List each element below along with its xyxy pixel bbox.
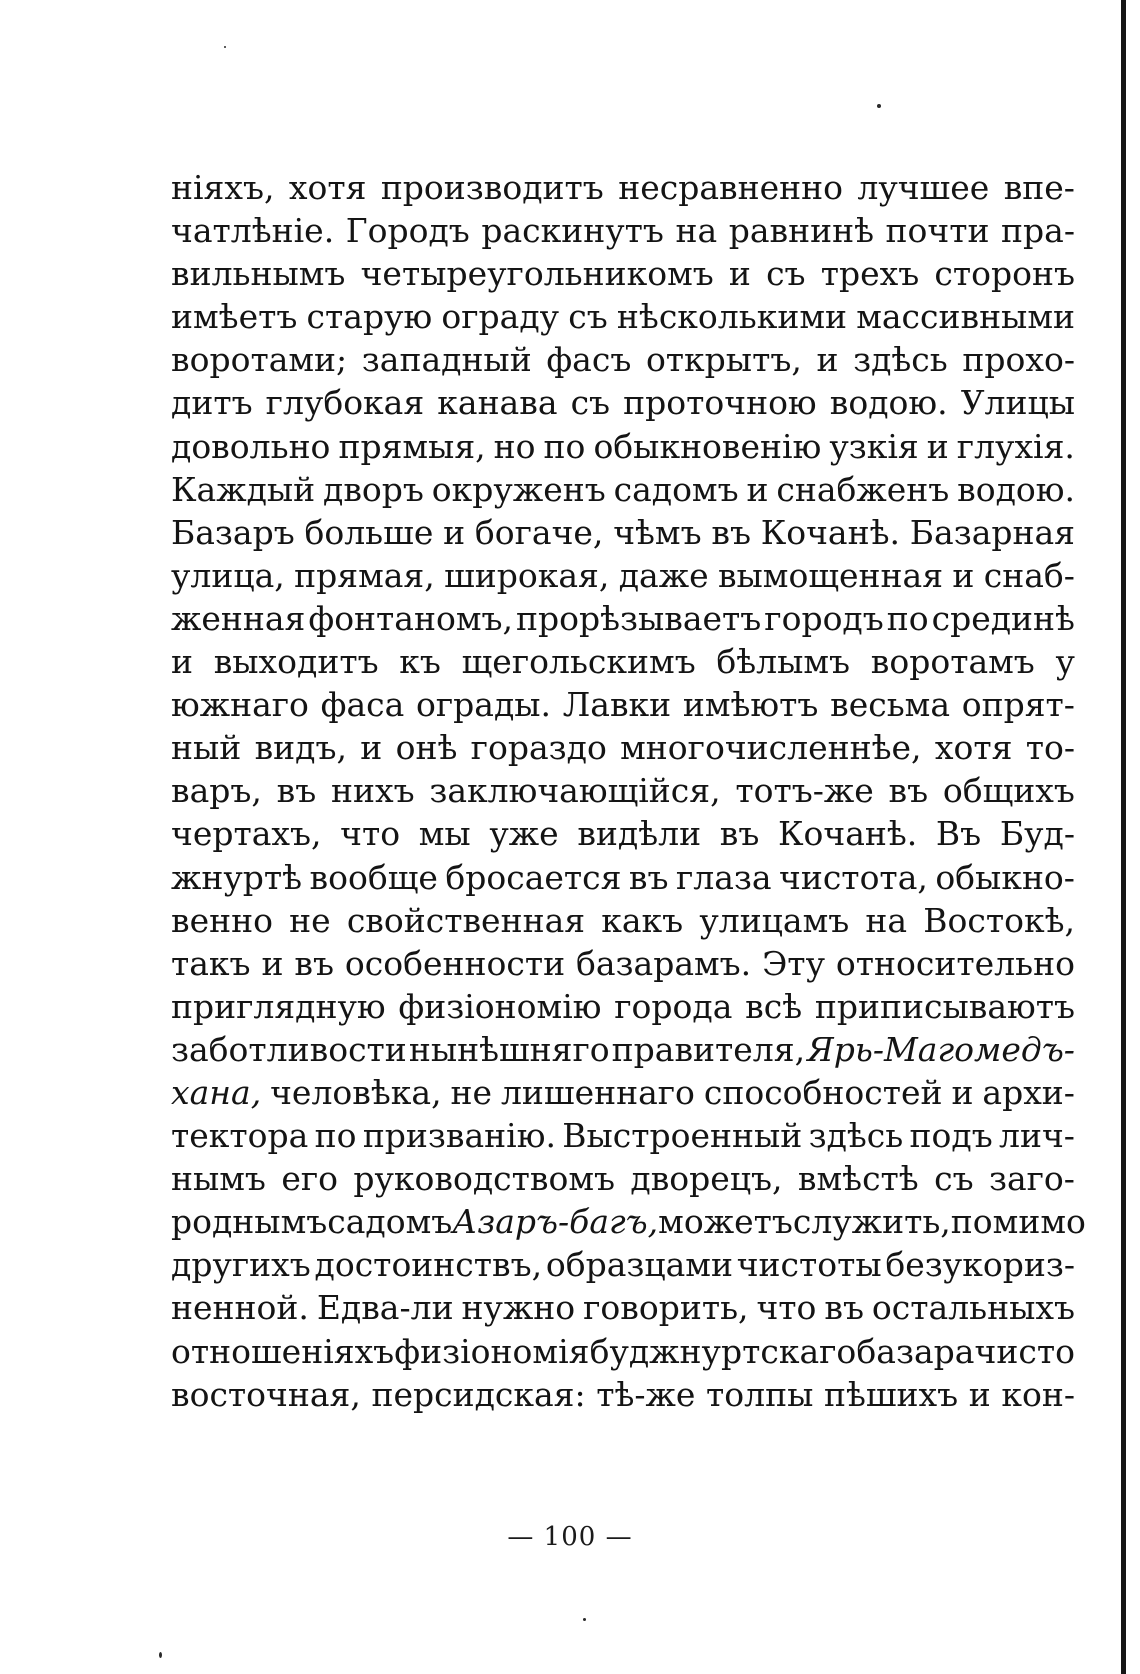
word: раскинутъ [481, 211, 664, 251]
word: вильнымъ [171, 254, 346, 294]
word: обыкновенію [593, 426, 822, 466]
word: съ [570, 383, 611, 423]
word: видѣли [577, 814, 702, 854]
text-line [171, 1114, 1075, 1157]
word: Кочанѣ. [777, 814, 918, 854]
word: къ [399, 642, 441, 682]
word: открытъ, [645, 340, 802, 380]
word: по [886, 598, 929, 638]
word: не [450, 1072, 493, 1112]
word: снаб- [983, 555, 1075, 595]
word: человѣка, [270, 1072, 442, 1112]
word: почти [885, 211, 990, 251]
text-line [171, 899, 1075, 942]
word: физіономію [398, 986, 602, 1026]
word: сторонъ [934, 254, 1075, 294]
word: тѣ-же [596, 1374, 696, 1414]
word: садомъ [613, 469, 739, 509]
dust-speck [877, 104, 881, 108]
word: четыреугольникомъ [360, 254, 714, 294]
word: опрят- [961, 685, 1075, 725]
text-line [171, 812, 1075, 855]
word: больше [304, 512, 434, 552]
dust-speck [224, 46, 226, 48]
word: Востокѣ, [923, 900, 1075, 940]
word: что [756, 1288, 817, 1328]
word: Городъ [345, 211, 470, 251]
word: канава [437, 383, 558, 423]
word: въ [294, 943, 334, 983]
word: довольно [171, 426, 331, 466]
word: тектора [171, 1116, 309, 1156]
word: окруженъ [431, 469, 606, 509]
word: глубокая [265, 383, 425, 423]
word: хотя [934, 728, 1013, 768]
text-line [171, 683, 1075, 726]
word: приписываютъ [814, 986, 1075, 1026]
word: женная [171, 598, 306, 638]
word: въ [719, 814, 760, 854]
word: толпы [706, 1374, 814, 1414]
word: обыкно- [935, 857, 1075, 897]
word: дитъ [171, 383, 253, 423]
word: правителя, [611, 1029, 806, 1069]
text-line [171, 468, 1075, 511]
text-line [171, 769, 1075, 812]
word: достоинствъ, [314, 1245, 543, 1285]
word: срединѣ [931, 598, 1075, 638]
text-line [171, 1373, 1075, 1416]
word: въ [711, 512, 751, 552]
word: съ [934, 1159, 974, 1199]
word: и [171, 642, 193, 682]
word: чистота, [779, 857, 928, 897]
text-line [171, 1200, 1086, 1243]
text-line [171, 381, 1075, 424]
word: многочисленнѣе, [620, 728, 922, 768]
text-line [171, 1028, 1075, 1071]
word: безукориз- [885, 1245, 1075, 1285]
dust-speck [159, 1652, 162, 1658]
word: всѣ [745, 986, 803, 1026]
word: по [543, 426, 586, 466]
word: свойственная [346, 900, 586, 940]
word: лич- [999, 1116, 1075, 1156]
word: глаза [675, 857, 772, 897]
word: дворецъ, [630, 1159, 783, 1199]
word: хотя [288, 168, 367, 207]
word: щегольскимъ [461, 642, 696, 682]
text-line [171, 856, 1075, 899]
word: но [493, 426, 536, 466]
word: не [289, 900, 331, 940]
word: богаче, [474, 512, 604, 552]
word: физіономія [394, 1331, 590, 1371]
word: лучшее [857, 168, 990, 207]
text-line [171, 554, 1075, 597]
word: мы [418, 814, 471, 854]
word: массивными [856, 297, 1075, 337]
word: заго- [988, 1159, 1075, 1199]
word: остальныхъ [871, 1288, 1075, 1328]
word: хана, [171, 1072, 262, 1112]
word: относительно [835, 943, 1075, 983]
text-line [171, 338, 1075, 381]
text-line [171, 985, 1075, 1028]
text-line [171, 511, 1075, 554]
word: и [816, 340, 839, 380]
word: персидская: [371, 1374, 586, 1414]
word: чистоты [736, 1245, 882, 1285]
word: базарамъ. [575, 943, 752, 983]
word: Буд- [999, 814, 1075, 854]
word: и [952, 555, 975, 595]
word: трехъ [820, 254, 920, 294]
text-line [171, 295, 1075, 338]
word: прохо- [962, 340, 1075, 380]
word: выходитъ [213, 642, 379, 682]
word: южнаго [171, 685, 309, 725]
word: служить, [792, 1202, 951, 1242]
word: пѣшихъ [823, 1374, 959, 1414]
word: имѣетъ [171, 297, 298, 337]
word: тотъ-же [735, 771, 874, 811]
word: его [281, 1159, 338, 1199]
word: архи- [982, 1072, 1075, 1112]
word: вымощенная [717, 555, 944, 595]
word: глухія. [956, 426, 1075, 466]
word: прорѣзываетъ [515, 598, 762, 638]
word: Едва-ли [316, 1288, 454, 1328]
word: западный [361, 340, 532, 380]
word: гораздо [470, 728, 607, 768]
word: способностей [703, 1072, 943, 1112]
word: особенности [344, 943, 566, 983]
word: старую [306, 297, 433, 337]
word: Азаръ-багъ, [452, 1202, 659, 1242]
word: Ярь-Магомедъ- [807, 1029, 1075, 1069]
body-text [171, 166, 1086, 1416]
word: весьма [830, 685, 951, 725]
word: восточная, [171, 1374, 361, 1414]
word: ограду [441, 297, 560, 337]
word: водою. [957, 469, 1075, 509]
word: ніяхъ, [171, 168, 275, 207]
word: лишеннаго [500, 1072, 695, 1112]
word: у [1055, 642, 1075, 682]
word: ный [171, 728, 242, 768]
word: руководствомъ [353, 1159, 616, 1199]
word: фаса [320, 685, 405, 725]
word: онѣ [395, 728, 458, 768]
word: общихъ [942, 771, 1075, 811]
word: въ [276, 771, 317, 811]
word: нихъ [330, 771, 415, 811]
word: видъ, [254, 728, 347, 768]
word: жнуртѣ [171, 857, 303, 897]
word: на [675, 211, 718, 251]
word: и [443, 512, 466, 552]
dust-speck [583, 1618, 586, 1621]
text-line [171, 1071, 1075, 1114]
word: бѣлымъ [716, 642, 851, 682]
word: съ [766, 254, 806, 294]
word: базара [856, 1331, 975, 1371]
word: водою. [829, 383, 948, 423]
word: Выстроенный [562, 1116, 803, 1156]
word: фонтаномъ, [308, 598, 513, 638]
word: Въ [935, 814, 982, 854]
word: улицамъ [699, 900, 850, 940]
word: чѣмъ [613, 512, 702, 552]
word: снабженъ [776, 469, 950, 509]
word: бросается [445, 857, 622, 897]
word: подъ [909, 1116, 993, 1156]
word: чисто [974, 1331, 1075, 1371]
word: Эту [762, 943, 825, 983]
word: воротами; [171, 340, 348, 380]
word: заботливости [171, 1029, 407, 1069]
word: венно [171, 900, 273, 940]
text-line [171, 1330, 1075, 1373]
word: ограды. [416, 685, 552, 725]
text-line [171, 252, 1075, 295]
word: воротамъ [870, 642, 1035, 682]
word: прямыя, [338, 426, 486, 466]
word: нымъ [171, 1159, 266, 1199]
word: такъ [171, 943, 251, 983]
word: Кочанѣ. [760, 512, 900, 552]
word: дворъ [323, 469, 424, 509]
text-line [171, 726, 1075, 769]
word: можетъ [658, 1202, 793, 1242]
word: на [865, 900, 908, 940]
word: помимо [950, 1202, 1086, 1242]
word: въ [628, 857, 669, 897]
word: чертахъ, [171, 814, 322, 854]
word: несравненно [618, 168, 843, 207]
word: уже [489, 814, 559, 854]
word: садомъ [327, 1202, 453, 1242]
word: что [340, 814, 401, 854]
word: имѣютъ [682, 685, 819, 725]
word: по [314, 1116, 357, 1156]
word: нынѣшняго [408, 1029, 610, 1069]
word: и [746, 469, 769, 509]
word: какъ [601, 900, 684, 940]
text-line [171, 640, 1075, 683]
word: города [614, 986, 733, 1026]
text-line [171, 1157, 1075, 1200]
word: буджнуртскаго [589, 1331, 857, 1371]
word: и [926, 426, 949, 466]
word: вмѣстѣ [797, 1159, 919, 1199]
word: въ [888, 771, 929, 811]
word: говорить, [583, 1288, 749, 1328]
text-line [171, 166, 1075, 209]
page-number: — 100 — [507, 1522, 633, 1552]
word: и [261, 943, 284, 983]
word: варъ, [171, 771, 262, 811]
word: кон- [1001, 1374, 1075, 1414]
word: призванію. [362, 1116, 556, 1156]
word: и [728, 254, 751, 294]
text-line [171, 425, 1075, 468]
page-edge-shadow [1121, 0, 1126, 1674]
word: прямая, [294, 555, 435, 595]
word: впе- [1003, 168, 1075, 207]
word: Базарная [909, 512, 1075, 552]
word: ненной. [171, 1288, 309, 1328]
word: пра- [1001, 211, 1075, 251]
word: Лавки [562, 685, 672, 725]
word: Базаръ [171, 512, 295, 552]
word: узкія [829, 426, 919, 466]
text-line [171, 209, 1075, 252]
word: здѣсь [808, 1116, 904, 1156]
word: и [951, 1072, 974, 1112]
word: широкая, [444, 555, 610, 595]
word: нѣсколькими [616, 297, 848, 337]
word: Улицы [960, 383, 1075, 423]
word: даже [618, 555, 709, 595]
word: городъ [764, 598, 884, 638]
word: здѣсь [853, 340, 948, 380]
word: въ [824, 1288, 864, 1328]
word: заключающійся, [429, 771, 721, 811]
word: роднымъ [171, 1202, 328, 1242]
word: съ [568, 297, 608, 337]
text-line [171, 597, 1075, 640]
word: чатлѣніе. [171, 211, 335, 251]
word: улица, [171, 555, 285, 595]
word: вообще [309, 857, 438, 897]
word: Каждый [171, 469, 316, 509]
text-line [171, 1243, 1075, 1286]
text-line [171, 1286, 1075, 1329]
word: образцами [545, 1245, 733, 1285]
word: нужно [461, 1288, 576, 1328]
word: и [968, 1374, 991, 1414]
word: проточною [623, 383, 817, 423]
word: и [360, 728, 383, 768]
word: приглядную [171, 986, 386, 1026]
word: отношеніяхъ [171, 1331, 395, 1371]
word: другихъ [171, 1245, 311, 1285]
word: равнинѣ [728, 211, 874, 251]
word: то- [1025, 728, 1075, 768]
text-line [171, 942, 1075, 985]
word: производитъ [380, 168, 604, 207]
word: фасъ [546, 340, 632, 380]
